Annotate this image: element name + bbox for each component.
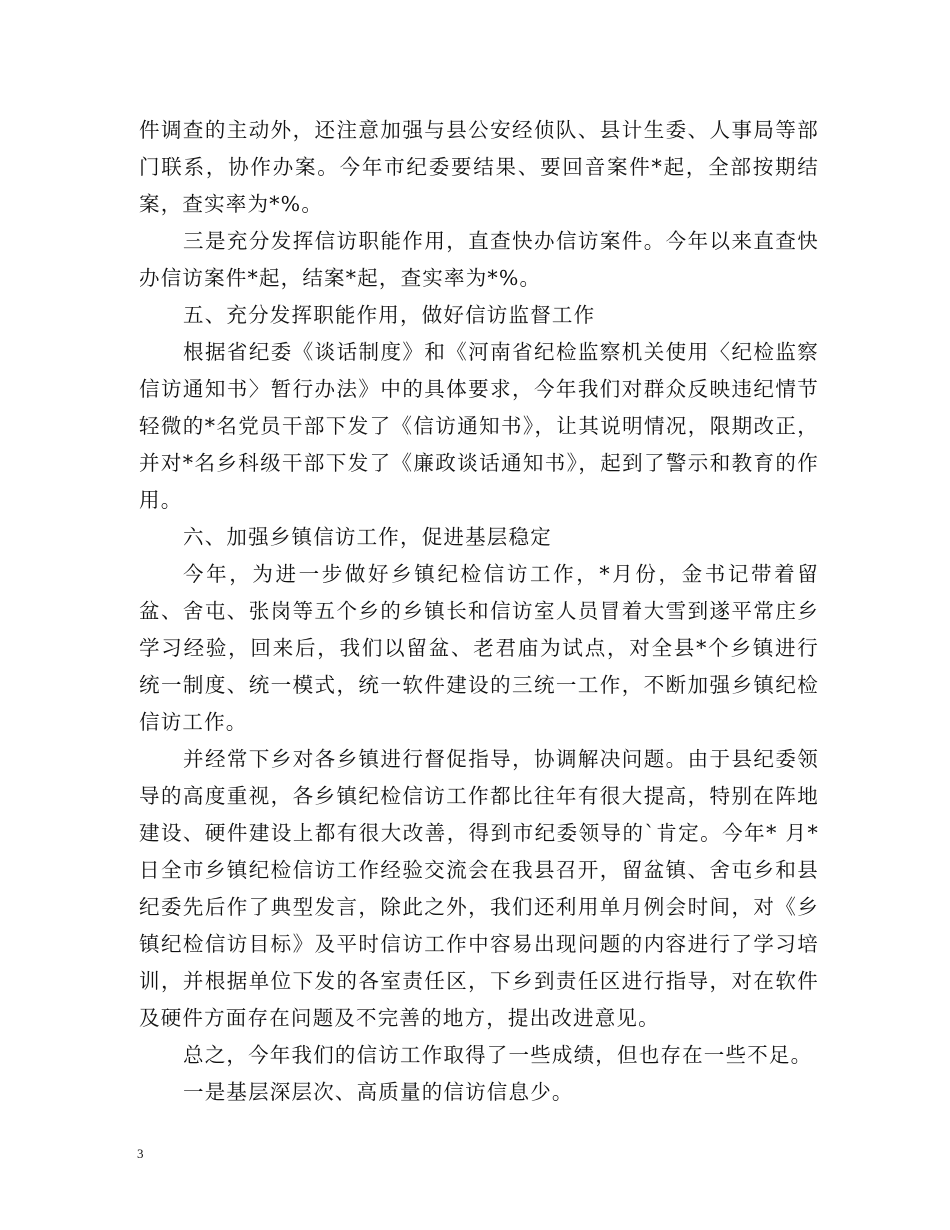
paragraph-section-six-a: 今年，为进一步做好乡镇纪检信访工作，*月份，金书记带着留盆、舍屯、张岗等五个乡的乡镇长和信访室人员冒着大雪到遂平常庄乡学习经验，回来后，我们以留盆、老君庙为试点，对全县*个乡镇进行统一制度、统一模式，统一软件建设的三统一工作，不断加强乡镇纪检信访工作。 [139,562,819,734]
paragraph-shortcoming-one: 一是基层深层次、高质量的信访信息少。 [183,1080,574,1104]
page-number: 3 [137,1146,144,1161]
body-text [139,112,819,1111]
section-heading-five: 五、充分发挥职能作用，做好信访监督工作 [183,303,596,327]
paragraph-summary: 总之，今年我们的信访工作取得了一些成绩，但也存在一些不足。 [183,1043,813,1067]
paragraph-section-six-b: 并经常下乡对各乡镇进行督促指导，协调解决问题。由于县纪委领导的高度重视，各乡镇纪检信访工作都比往年有很大提高，特别在阵地建设、硬件建设上都有很大改善，得到市纪委领导的`肯定。今年* 月*日全市乡镇纪检信访工作经验交流会在我县召开，留盆镇、舍屯乡和县纪委先后作了典型发言，除此之外，我们还利用单月例会时间，对《乡镇纪检信访目标》及平时信访工作中容易出现问题的内容进行了学习培训，并根据单位下发的各室责任区，下乡到责任区进行指导，对在软件及硬件方面存在问题及不完善的地方，提出改进意见。 [139,747,819,1030]
section-heading-six: 六、加强乡镇信访工作，促进基层稳定 [183,525,552,549]
paragraph-continuation: 件调查的主动外，还注意加强与县公安经侦队、县计生委、人事局等部门联系，协作办案。今年市纪委要结果、要回音案件*起，全部按期结案，查实率为*%。 [139,118,819,216]
paragraph-item-three: 三是充分发挥信访职能作用，直查快办信访案件。今年以来直查快办信访案件*起，结案*起，查实率为*%。 [139,229,819,290]
paragraph-section-five: 根据省纪委《谈话制度》和《河南省纪检监察机关使用〈纪检监察信访通知书〉暂行办法》中的具体要求，今年我们对群众反映违纪情节轻微的*名党员干部下发了《信访通知书》，让其说明情况，限期改正，并对*名乡科级干部下发了《廉政谈话通知书》，起到了警示和教育的作用。 [139,340,819,512]
